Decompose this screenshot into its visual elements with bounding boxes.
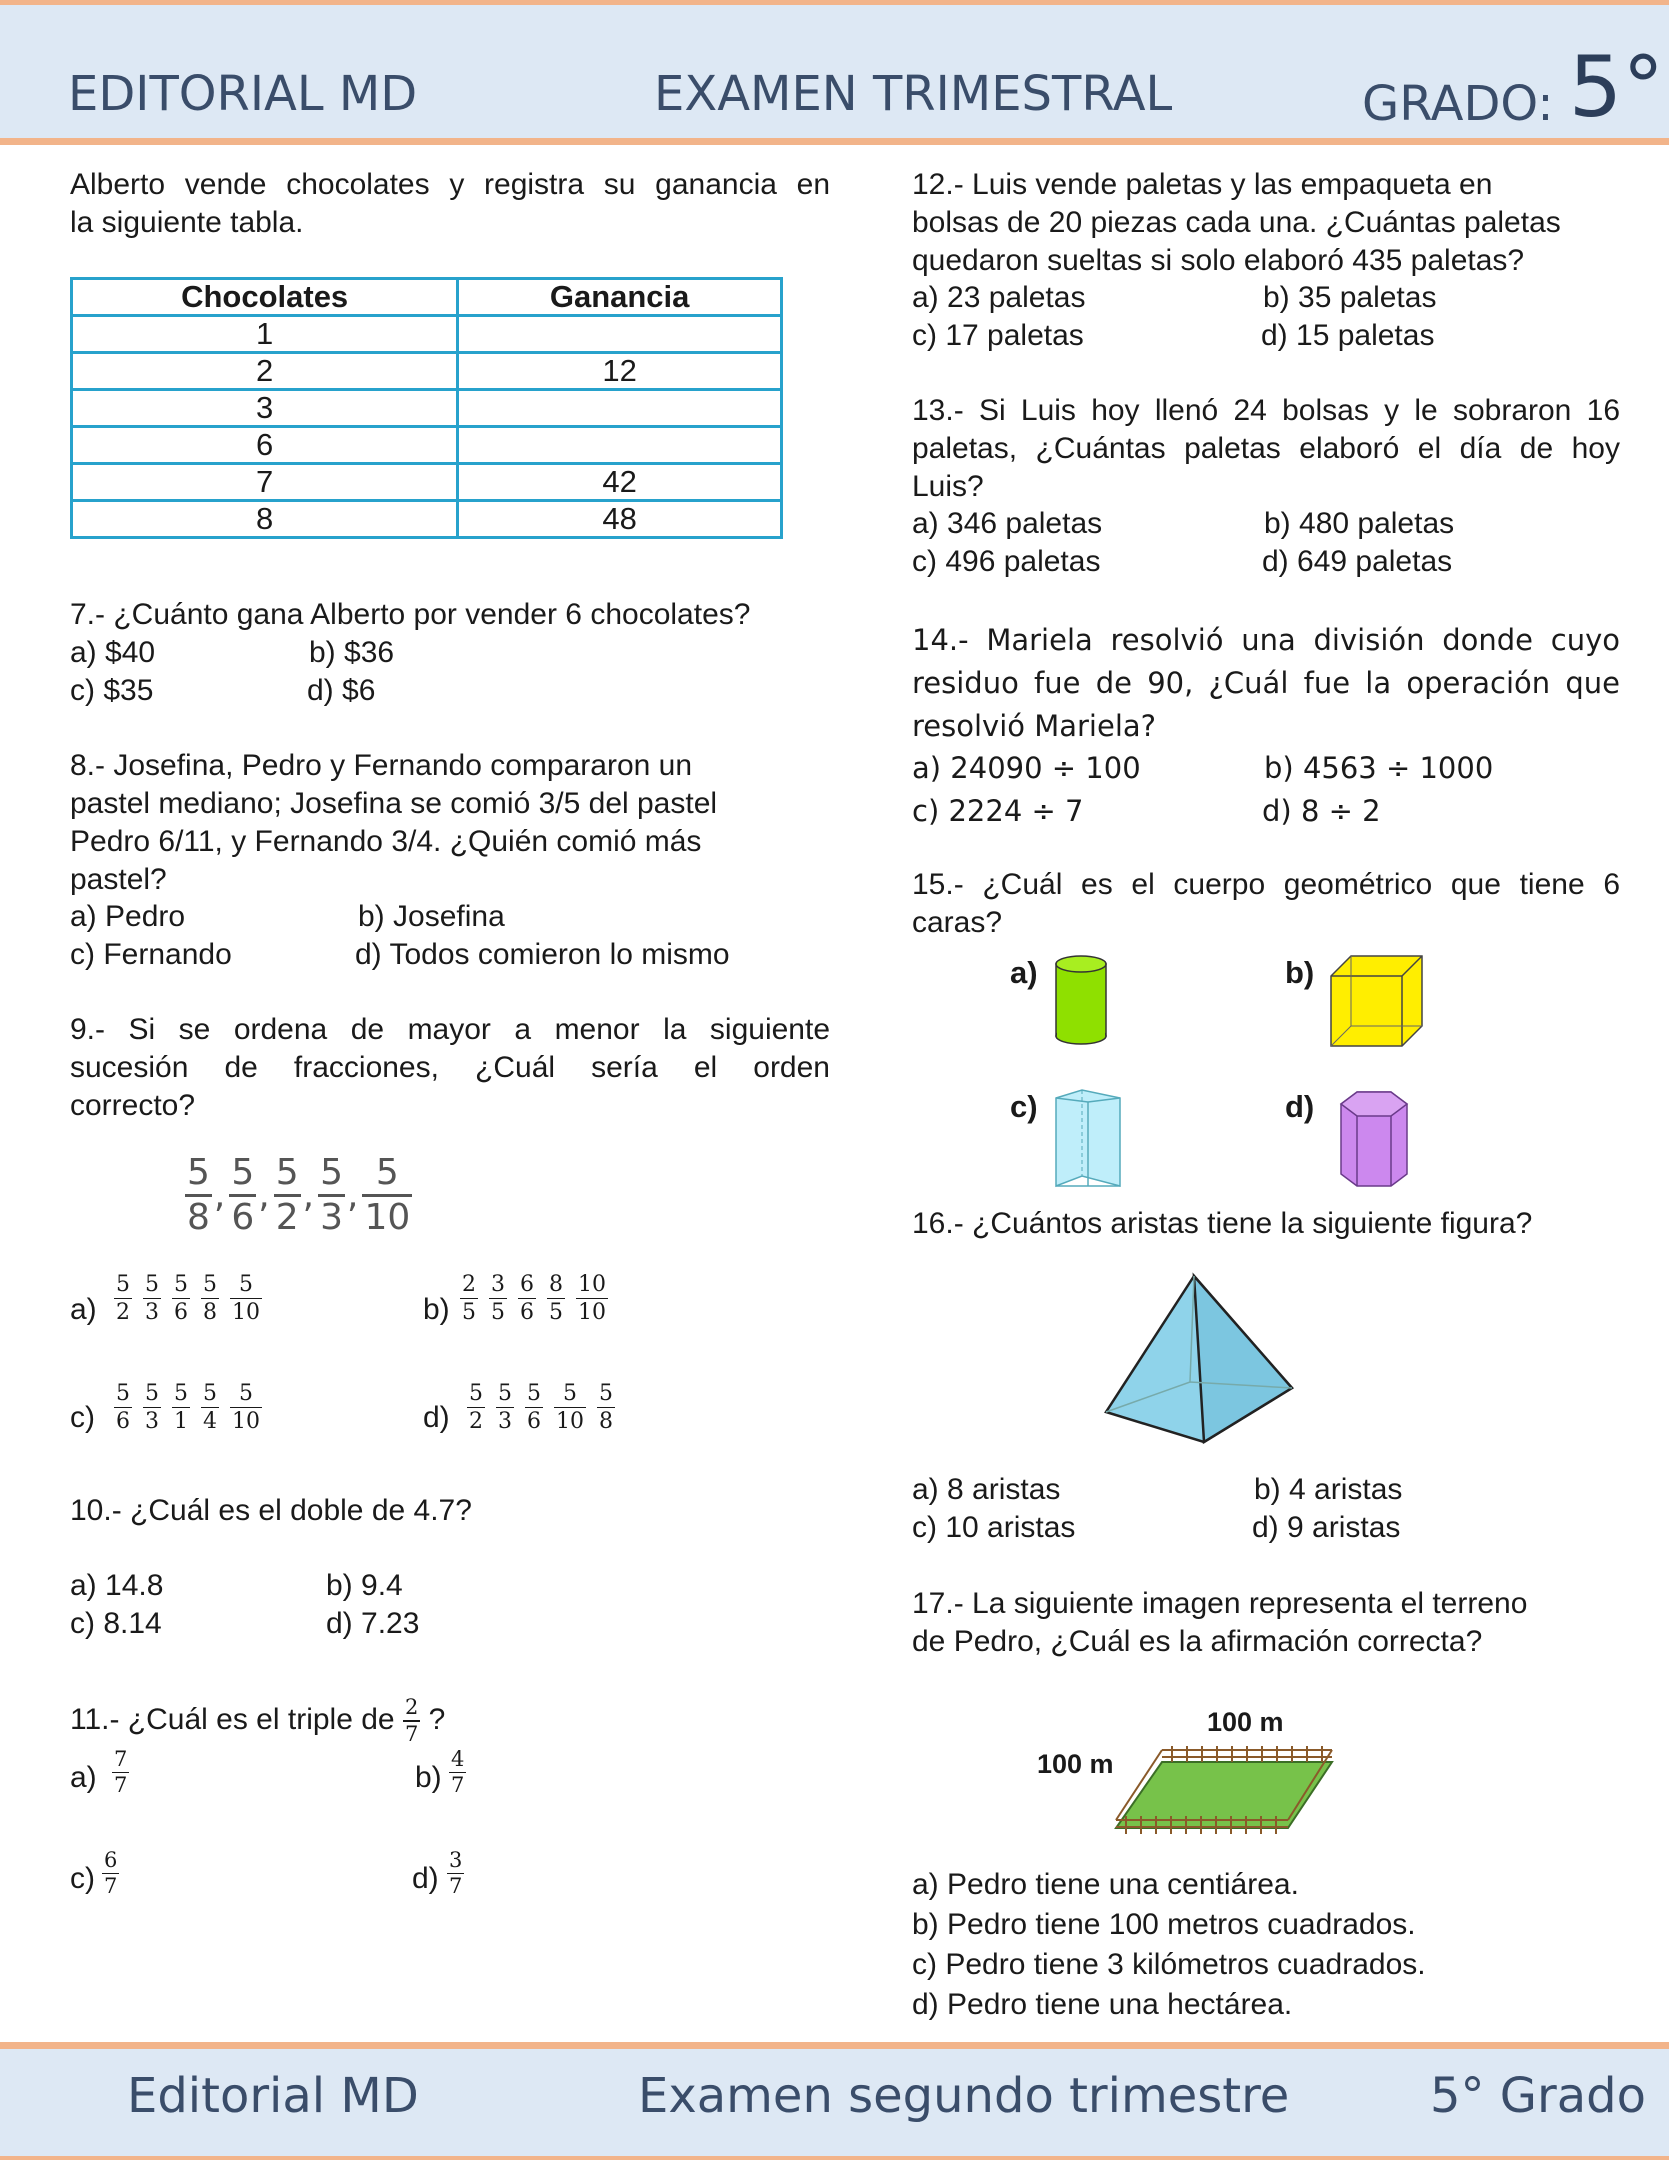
intro-line-1: Alberto vende chocolates y registra su ganancia en: [70, 168, 830, 201]
q11-option-a-label[interactable]: a): [70, 1761, 97, 1794]
fraction: $\frac{5}{6}$: [116, 1381, 130, 1434]
fraction: $\frac{5}{4}$: [203, 1381, 217, 1434]
intro-line-2: la siguiente tabla.: [70, 206, 304, 239]
q15-line-1: 15.- ¿Cuál es el cuerpo geométrico que tiene 6: [912, 868, 1620, 901]
earnings-table: [70, 277, 783, 539]
q10-option-c[interactable]: c) 8.14: [70, 1607, 162, 1640]
fraction: $\frac{5}{3}$: [145, 1272, 159, 1325]
q9-fraction-sequence: $\frac{5}{8}$ , $\frac{5}{6}$ , $\frac{5}{2}$ , $\frac{5}{3}$ , $\frac{5}{10}$: [187, 1152, 411, 1238]
fraction: $\frac{5}{6}$: [527, 1381, 541, 1434]
header-grade: [1362, 38, 1664, 136]
q12-option-a[interactable]: a) 23 paletas: [912, 281, 1086, 314]
q12-line-3: quedaron sueltas si solo elaboró 435 paletas?: [912, 244, 1525, 277]
q16-option-c[interactable]: c) 10 aristas: [912, 1511, 1076, 1544]
cube-icon[interactable]: [1329, 954, 1425, 1050]
q12-option-b[interactable]: b) 35 paletas: [1263, 281, 1437, 314]
q14-line-1: 14.- Mariela resolvió una división donde cuyo: [912, 623, 1620, 657]
q11-option-c-fraction[interactable]: [102, 1848, 130, 1899]
fraction: $\frac{5}{8}$: [203, 1272, 217, 1325]
q10-option-b[interactable]: b) 9.4: [326, 1569, 403, 1602]
q8-option-b[interactable]: b) Josefina: [358, 900, 505, 933]
q10-option-a[interactable]: a) 14.8: [70, 1569, 164, 1602]
q16-option-b[interactable]: b) 4 aristas: [1254, 1473, 1403, 1506]
q15-option-a-label[interactable]: a): [1010, 955, 1038, 990]
table-cell: [458, 390, 782, 427]
q17-option-b[interactable]: b) Pedro tiene 100 metros cuadrados.: [912, 1908, 1416, 1941]
terrain-icon: [1112, 1744, 1338, 1836]
fraction: $\frac{8}{5}$: [549, 1272, 563, 1325]
q17-line-2: de Pedro, ¿Cuál es la afirmación correcta?: [912, 1625, 1483, 1658]
fraction: $\frac{4}{7}$: [451, 1747, 465, 1797]
table-row: [72, 427, 782, 464]
q11-question: 11.- ¿Cuál es el triple de $\frac{2}{7}$ ?: [70, 1695, 446, 1746]
terrain-label-top: 100 m: [1207, 1707, 1284, 1737]
fraction: $\frac{10}{10}$: [578, 1272, 606, 1325]
fraction: $\frac{2}{7}$: [404, 1695, 419, 1746]
q14-line-2: residuo fue de 90, ¿Cuál fue la operación que: [912, 666, 1620, 700]
table-cell: 2: [72, 353, 458, 390]
table-header-chocolates: Chocolates: [72, 279, 458, 316]
q10-question: 10.- ¿Cuál es el doble de 4.7?: [70, 1494, 472, 1527]
footer-grade: 5° Grado: [1430, 2068, 1646, 2124]
table-row: [72, 501, 782, 538]
q15-option-b-label[interactable]: b): [1285, 955, 1315, 990]
q9-option-b-fractions[interactable]: [460, 1271, 619, 1326]
q14-line-3: resolvió Mariela?: [912, 709, 1157, 743]
fraction: $\frac{2}{5}$: [462, 1272, 476, 1325]
q10-option-d[interactable]: d) 7.23: [326, 1607, 420, 1640]
fraction: $\frac{5}{8}$: [187, 1152, 210, 1238]
q12-line-1: 12.- Luis vende paletas y las empaqueta en: [912, 168, 1493, 201]
q9-line-3: correcto?: [70, 1089, 196, 1122]
q13-option-c[interactable]: c) 496 paletas: [912, 545, 1101, 578]
table-cell: 3: [72, 390, 458, 427]
header-publisher: EDITORIAL MD: [68, 66, 418, 122]
cylinder-fill: [1057, 964, 1105, 1036]
q7-question: 7.- ¿Cuánto gana Alberto por vender 6 chocolates?: [70, 598, 751, 631]
table-cell: [458, 316, 782, 353]
q13-option-a[interactable]: a) 346 paletas: [912, 507, 1103, 540]
q17-option-a[interactable]: a) Pedro tiene una centiárea.: [912, 1868, 1299, 1901]
hexagonal-prism-icon[interactable]: [1339, 1090, 1411, 1188]
q12-option-c[interactable]: c) 17 paletas: [912, 319, 1084, 352]
table-row: [72, 316, 782, 353]
table-header-ganancia: Ganancia: [458, 279, 782, 316]
q12-line-2: bolsas de 20 piezas cada una. ¿Cuántas paletas: [912, 206, 1561, 239]
q7-option-d[interactable]: d) $6: [307, 674, 376, 707]
fraction: $\frac{5}{1}$: [174, 1381, 188, 1434]
q11-option-d-label[interactable]: d): [412, 1862, 439, 1895]
fraction: $\frac{5}{8}$: [599, 1381, 613, 1434]
header-grade-value: 5°: [1568, 38, 1665, 136]
fraction: $\frac{3}{5}$: [491, 1272, 505, 1325]
table-cell: 1: [72, 316, 458, 353]
q17-option-c[interactable]: c) Pedro tiene 3 kilómetros cuadrados.: [912, 1948, 1426, 1981]
q9-line-2: sucesión de fracciones, ¿Cuál sería el orden: [70, 1051, 830, 1084]
table-cell: 7: [72, 464, 458, 501]
fraction: $\frac{5}{10}$: [364, 1152, 411, 1238]
fraction: $\frac{5}{3}$: [320, 1152, 343, 1238]
q8-line-3: Pedro 6/11, y Fernando 3/4. ¿Quién comió más: [70, 825, 702, 858]
fraction: $\frac{3}{7}$: [449, 1848, 463, 1898]
q11-option-a-fraction[interactable]: [112, 1747, 140, 1798]
q11-option-c-label[interactable]: c): [70, 1862, 95, 1895]
q8-option-c[interactable]: c) Fernando: [70, 938, 232, 971]
header-exam-title: EXAMEN TRIMESTRAL: [654, 66, 1173, 122]
table-cell: 12: [458, 353, 782, 390]
q9-option-c-label[interactable]: c): [70, 1401, 95, 1434]
q8-line-2: pastel mediano; Josefina se comió 3/5 del pastel: [70, 787, 718, 820]
table-cell: 42: [458, 464, 782, 501]
q13-line-3: Luis?: [912, 470, 984, 503]
table-row: [72, 390, 782, 427]
fraction: $\frac{5}{2}$: [116, 1272, 130, 1325]
q9-option-a-fractions[interactable]: [114, 1271, 273, 1326]
q9-option-d-fractions[interactable]: [467, 1380, 626, 1435]
fraction: $\frac{5}{3}$: [498, 1381, 512, 1434]
table-cell: 6: [72, 427, 458, 464]
fraction: $\frac{5}{6}$: [231, 1152, 255, 1238]
q13-option-d[interactable]: d) 649 paletas: [1262, 545, 1453, 578]
q13-line-1: 13.- Si Luis hoy llenó 24 bolsas y le sobraron 16: [912, 394, 1620, 427]
q9-line-1: 9.- Si se ordena de mayor a menor la siguiente: [70, 1013, 830, 1046]
fraction: $\frac{5}{2}$: [469, 1381, 483, 1434]
q11-option-d-fraction[interactable]: [447, 1848, 475, 1899]
fraction: $\frac{6}{6}$: [520, 1272, 534, 1325]
fraction: $\frac{7}{7}$: [114, 1747, 128, 1797]
q16-question: 16.- ¿Cuántos aristas tiene la siguiente figura?: [912, 1207, 1533, 1240]
fraction: $\frac{5}{10}$: [232, 1272, 260, 1325]
q11-option-b-fraction[interactable]: [449, 1747, 477, 1798]
q14-option-a[interactable]: a) 24090 ÷ 100: [912, 751, 1141, 785]
footer-publisher: Editorial MD: [127, 2068, 419, 2124]
header-grade-label: GRADO:: [1362, 76, 1569, 132]
q9-option-a-label[interactable]: a): [70, 1293, 97, 1326]
q9-option-b-label[interactable]: b): [423, 1293, 450, 1326]
fraction: $\frac{5}{2}$: [275, 1152, 299, 1238]
table-row: [72, 464, 782, 501]
q14-option-b[interactable]: b) 4563 ÷ 1000: [1264, 751, 1494, 785]
fraction: $\frac{5}{10}$: [232, 1381, 260, 1434]
q7-option-c[interactable]: c) $35: [70, 674, 154, 707]
pyramid-right-face: [1194, 1276, 1292, 1442]
fraction: $\frac{5}{6}$: [174, 1272, 188, 1325]
q8-option-a[interactable]: a) Pedro: [70, 900, 186, 933]
q15-line-2: caras?: [912, 906, 1003, 939]
q7-option-b[interactable]: b) $36: [309, 636, 395, 669]
q16-option-a[interactable]: a) 8 aristas: [912, 1473, 1061, 1506]
terrain-label-side: 100 m: [1037, 1749, 1114, 1779]
fraction: $\frac{5}{3}$: [145, 1381, 159, 1434]
table-header-row: [72, 279, 782, 316]
cylinder-top: [1056, 956, 1106, 972]
fraction: $\frac{5}{10}$: [556, 1381, 584, 1434]
q14-option-c[interactable]: c) 2224 ÷ 7: [912, 794, 1084, 828]
q16-option-d[interactable]: d) 9 aristas: [1252, 1511, 1401, 1544]
q8-option-d[interactable]: d) Todos comieron lo mismo: [355, 938, 730, 971]
pyramid-icon: [1104, 1274, 1296, 1446]
q13-line-2: paletas, ¿Cuántas paletas elaboró el día de hoy: [912, 432, 1620, 465]
q17-option-d[interactable]: d) Pedro tiene una hectárea.: [912, 1988, 1293, 2021]
q15-option-d-label[interactable]: d): [1285, 1089, 1315, 1124]
q8-line-4: pastel?: [70, 863, 167, 896]
triangular-prism-icon[interactable]: [1054, 1088, 1124, 1188]
table-cell: 48: [458, 501, 782, 538]
q7-option-a[interactable]: a) $40: [70, 636, 156, 669]
q11-option-b-label[interactable]: b): [415, 1761, 442, 1794]
table-cell: [458, 427, 782, 464]
q14-option-d[interactable]: d) 8 ÷ 2: [1262, 794, 1381, 828]
q13-option-b[interactable]: b) 480 paletas: [1264, 507, 1455, 540]
q17-line-1: 17.- La siguiente imagen representa el terreno: [912, 1587, 1528, 1620]
q9-option-c-fractions[interactable]: [114, 1380, 273, 1435]
q12-option-d[interactable]: d) 15 paletas: [1261, 319, 1435, 352]
q15-option-c-label[interactable]: c): [1010, 1089, 1038, 1124]
q11-question-text: 11.- ¿Cuál es el triple de: [70, 1702, 395, 1736]
q8-line-1: 8.- Josefina, Pedro y Fernando compararon un: [70, 749, 693, 782]
fraction: $\frac{6}{7}$: [104, 1848, 118, 1898]
footer-exam-title: Examen segundo trimestre: [638, 2068, 1290, 2124]
table-row: [72, 353, 782, 390]
table-cell: 8: [72, 501, 458, 538]
cylinder-icon[interactable]: [1054, 954, 1110, 1046]
q9-option-d-label[interactable]: d): [423, 1401, 450, 1434]
